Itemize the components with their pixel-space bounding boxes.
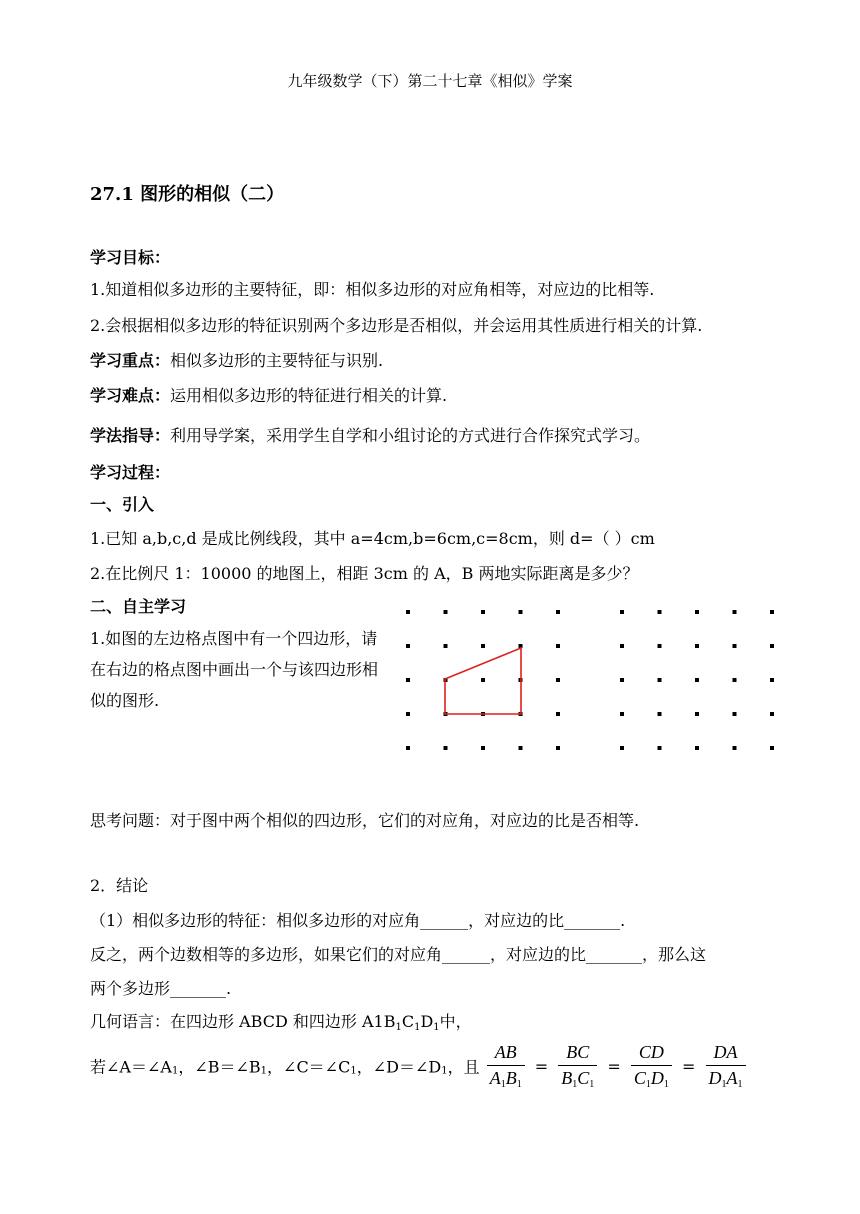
grid-dot	[658, 746, 662, 750]
method-text: 利用导学案，采用学生自学和小组讨论的方式进行合作探究式学习。	[170, 426, 651, 445]
geometry-language: 几何语言：在四边形 ABCD 和四边形 $A1B_1C_1D_1$中，	[90, 1012, 472, 1033]
question-1: 1.已知 a,b,c,d 是成比例线段，其中 a=4cm,b=6cm,c=8cm，则 d=（ ）cm	[90, 529, 655, 548]
grid-dot	[658, 610, 662, 614]
page-header: 九年级数学（下）第二十七章《相似》学案	[287, 72, 573, 90]
grid-dot	[481, 610, 485, 614]
grid-dot	[770, 678, 774, 682]
grid-dot	[444, 644, 448, 648]
grid-dot	[695, 678, 699, 682]
difficulty-label: 学习难点：	[90, 386, 171, 405]
method-guide	[90, 423, 650, 446]
ratio-ab: $\frac{AB}{A_1B_1}$	[487, 1042, 525, 1090]
grid-dot	[481, 746, 485, 750]
process-label: 学习过程：	[90, 463, 171, 482]
grid-dot	[556, 610, 560, 614]
grid-dot	[556, 746, 560, 750]
grid-dot	[481, 644, 485, 648]
grid-dot	[620, 644, 624, 648]
grid-dot	[406, 610, 410, 614]
condition-line: 若$\angle A=\angle A_1$，$\angle B=\angle B_1$，$\angle C=\angle C_1$，$\angle D=\angle D_1$，且 $\frac{AB}{A_1B_1}$ = $\frac{BC}{B_1C_1}$ = $\frac{CD}{C_1D_1}$ = $\frac{DA}{D_1A_1}$	[90, 1042, 748, 1090]
grid-dot	[695, 746, 699, 750]
task-1: 1.如图的左边格点图中有一个四边形，请在右边的格点图中画出一个与该四边形相似的图形.	[90, 629, 379, 710]
grid-dot	[519, 610, 523, 614]
grid-dot	[620, 678, 624, 682]
grid-dot	[620, 610, 624, 614]
conclusion-1: （1）相似多边形的特征：相似多边形的对应角______，对应边的比_______.	[90, 911, 626, 930]
think-question: 思考问题：对于图中两个相似的四边形，它们的对应角，对应边的比是否相等.	[90, 811, 640, 830]
method-label: 学法指导：	[90, 426, 171, 445]
grid-dot	[733, 746, 737, 750]
key-label: 学习重点：	[90, 351, 171, 370]
grid-dot	[444, 746, 448, 750]
question-2: 2.在比例尺 1：10000 的地图上，相距 3cm 的 A，B 两地实际距离是多少？	[90, 564, 639, 583]
key-points	[90, 348, 383, 371]
grid-dot	[733, 678, 737, 682]
grid-dot	[556, 712, 560, 716]
lesson-title: 27.1 图形的相似（二）	[90, 184, 285, 205]
grid-dot	[620, 712, 624, 716]
grid-dot	[733, 712, 737, 716]
grid-dot	[406, 678, 410, 682]
grid-dot	[770, 746, 774, 750]
ratio-cd: $\frac{CD}{C_1D_1}$	[631, 1042, 672, 1090]
goals-label: 学习目标：	[90, 248, 171, 267]
key-text: 相似多边形的主要特征与识别.	[170, 351, 384, 370]
grid-dot	[444, 610, 448, 614]
grid-dot	[620, 746, 624, 750]
ratio-bc: $\frac{BC}{B_1C_1}$	[558, 1042, 597, 1090]
grid-dot	[658, 678, 662, 682]
grid-dot	[695, 712, 699, 716]
grid-dot	[733, 644, 737, 648]
grid-dot	[733, 610, 737, 614]
grid-dot	[770, 610, 774, 614]
difficulty-text: 运用相似多边形的特征进行相关的计算.	[170, 386, 448, 405]
grid-dot	[519, 746, 523, 750]
conclusion-heading: 2．结论	[90, 876, 149, 895]
grid-dot	[406, 644, 410, 648]
ratio-da: $\frac{DA}{D_1A_1}$	[706, 1042, 746, 1090]
grid-dot	[556, 678, 560, 682]
grid-dot	[695, 610, 699, 614]
grid-dot	[695, 644, 699, 648]
grid-dot	[406, 712, 410, 716]
difficulty-points	[90, 383, 447, 406]
section-intro: 一、引入	[90, 495, 155, 514]
conclusion-3: 两个多边形_______.	[90, 979, 232, 998]
grid-dot	[658, 712, 662, 716]
goal-1: 1.知道相似多边形的主要特征，即：相似多边形的对应角相等，对应边的比相等.	[90, 280, 655, 299]
dot-grid-right	[612, 602, 782, 754]
grid-dot	[770, 644, 774, 648]
grid-dot	[481, 678, 485, 682]
grid-dot	[658, 644, 662, 648]
grid-dot	[770, 712, 774, 716]
grid-dot	[556, 644, 560, 648]
section-self-study: 二、自主学习	[90, 597, 187, 616]
conclusion-2: 反之，两个边数相等的多边形，如果它们的对应角______，对应边的比_______，那么这	[90, 945, 707, 964]
grid-dot	[406, 746, 410, 750]
goal-2: 2.会根据相似多边形的特征识别两个多边形是否相似，并会运用其性质进行相关的计算.	[90, 316, 703, 335]
dot-grid-left	[398, 602, 568, 754]
